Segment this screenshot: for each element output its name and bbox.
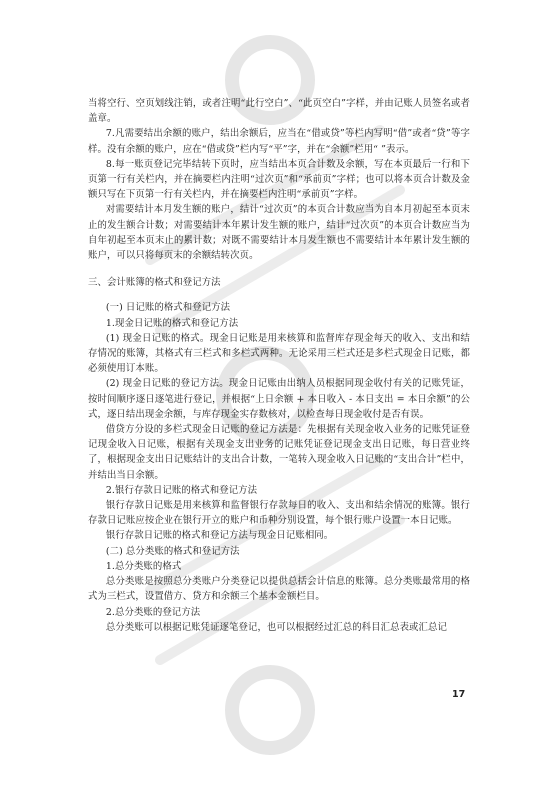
- subsection-heading: 1.总分类账的格式: [105, 560, 182, 572]
- subsection-heading: (一) 日记账的格式和登记方法: [105, 302, 231, 314]
- paragraph: 对需要结计本月发生额的账户，结计“过次页”的本页合计数应当为自本月初起至本页末止的发生额合计数；对需要结计本年累计发生额的账户，结计“过次页”的本页合计数应当为自年初起至本页末止的累计数；对既不需要结计本月发生额也不需要结计本年累计发生额的账户，可以只将每页末的余额结转次页。: [88, 204, 470, 262]
- document-body: [88, 96, 470, 635]
- paragraph: (2) 现金日记账的登记方法。现金日记账由出纳人员根据同现金收付有关的记账凭证，按时间顺序逐日逐笔进行登记，并根据“上日余额 + 本日收入 - 本日支出 = 本日余额”的公式，逐日结出现金余额，与库存现金实存数核对，以检查每日现金收付是否有误。: [88, 378, 470, 420]
- paragraph: 7.凡需要结出余额的账户，结出余额后，应当在“借或贷”等栏内写明“借”或者“贷”等字样。没有余额的账户，应在“借或贷”栏内写“平”字，并在“余额”栏用“ ”表示。: [88, 128, 470, 155]
- paragraph: 借贷方分设的多栏式现金日记账的登记方法是：先根据有关现金收入业务的记账凭证登记现金收入日记账，根据有关现金支出业务的记账凭证登记现金支出日记账，每日营业终了，根据现金支出日记账结计的支出合计数，一笔转入现金收入日记账的“支出合计”栏中，并结出当日余额。: [88, 424, 470, 481]
- paragraph: 总分类账可以根据记账凭证逐笔登记，也可以根据经过汇总的科目汇总表或汇总记: [105, 621, 447, 633]
- subsection-heading: (二) 总分类账的格式和登记方法: [105, 545, 240, 557]
- page-number: 17: [452, 689, 466, 700]
- paragraph: 8.每一账页登记完毕结转下页时，应当结出本页合计数及余额，写在本页最后一行和下页第一行有关栏内，并在摘要栏内注明“过次页”和“承前页”字样；也可以将本页合计数及金额只写在下页第一行有关栏内，并在摘要栏内注明“承前页”字样。: [88, 158, 470, 201]
- watermark-logo-bottom-ring: [232, 672, 308, 748]
- paragraph: 总分类账是按照总分类账户分类登记以提供总括会计信息的账簿。总分类账最常用的格式为三栏式，设置借方、贷方和余额三个基本金额栏目。: [88, 576, 470, 603]
- paragraph: 银行存款日记账的格式和登记方法与现金日记账相同。: [105, 530, 334, 542]
- section-heading: 三、会计账簿的格式和登记方法: [88, 277, 221, 289]
- paragraph: 当将空行、空页划线注销，或者注明“此行空白”、“此页空白”字样，并由记账人员签名或者盖章。: [88, 98, 470, 125]
- subsection-heading: 2.总分类账的登记方法: [105, 606, 201, 618]
- subsection-heading: 1.现金日记账的格式和登记方法: [105, 317, 239, 329]
- subsection-heading: 2.银行存款日记账的格式和登记方法: [105, 484, 258, 496]
- paragraph: 银行存款日记账是用来核算和监督银行存款每日的收入、支出和结余情况的账簿。银行存款日记账应按企业在银行开立的账户和币种分别设置，每个银行账户设置一本日记账。: [88, 500, 470, 527]
- paragraph: (1) 现金日记账的格式。现金日记账是用来核算和监督库存现金每天的收入、支出和结存情况的账簿，其格式有三栏式和多栏式两种。无论采用三栏式还是多栏式现金日记账，都必须使用订本账。: [88, 332, 470, 375]
